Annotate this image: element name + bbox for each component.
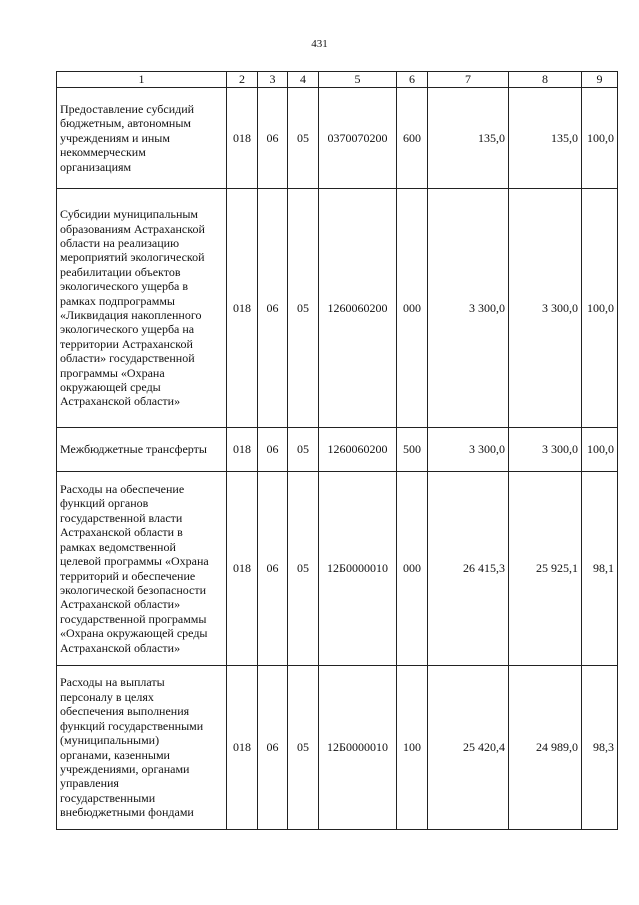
subsection-code: 05: [288, 666, 319, 830]
description-line: Астраханской области»: [60, 394, 181, 409]
target-article-code: 12Б0000010: [319, 666, 397, 830]
target-article-code: 1260060200: [319, 189, 397, 428]
description-line: рамках ведомственной: [60, 539, 176, 554]
target-article-code: 0370070200: [319, 88, 397, 189]
row-description: [57, 472, 227, 666]
chapter-code: 018: [227, 428, 258, 472]
execution-percent: 100,0: [582, 189, 618, 428]
section-code: 06: [258, 472, 288, 666]
description-line: Предоставление субсидий: [60, 101, 195, 116]
description-line: государственной программы: [60, 611, 207, 626]
description-line: бюджетным, автономным: [60, 116, 191, 131]
expense-type-code: 500: [397, 428, 428, 472]
description-line: «Ликвидация накопленного: [60, 308, 202, 322]
column-header: 7: [428, 72, 509, 88]
execution-percent: 100,0: [582, 428, 618, 472]
column-header: 8: [509, 72, 582, 88]
expense-type-code: 600: [397, 88, 428, 189]
column-header: 4: [288, 72, 319, 88]
description-line: реабилитации объектов: [60, 264, 181, 279]
executed-amount: 3 300,0: [509, 428, 582, 472]
executed-amount: 24 989,0: [509, 666, 582, 830]
description-line: мероприятий экологической: [60, 250, 205, 265]
execution-percent: 100,0: [582, 88, 618, 189]
description-line: внебюджетными фондами: [60, 805, 194, 820]
description-line: организациям: [60, 159, 132, 174]
target-article-code: 1260060200: [319, 428, 397, 472]
description-line: области на реализацию: [60, 235, 180, 250]
description-line: окружающей среды: [60, 380, 161, 395]
description-line: территорий и обеспечение: [60, 568, 196, 583]
table-row: [57, 472, 618, 666]
description-line: государственными: [60, 790, 156, 805]
expense-type-code: 100: [397, 666, 428, 830]
section-code: 06: [258, 88, 288, 189]
description-line: функций государственными: [60, 718, 204, 733]
table-row: [57, 666, 618, 830]
description-line: Астраханской области»: [60, 597, 181, 612]
description-line: экологического ущерба на: [60, 322, 195, 337]
approved-amount: 3 300,0: [428, 428, 509, 472]
approved-amount: 135,0: [428, 88, 509, 189]
description-line: «Охрана окружающей среды: [60, 626, 208, 641]
column-header: 9: [582, 72, 618, 88]
table-header-row: [57, 72, 618, 88]
description-line: персоналу в целях: [60, 689, 154, 704]
column-header: 6: [397, 72, 428, 88]
subsection-code: 05: [288, 428, 319, 472]
row-description: [57, 428, 227, 472]
description-line: территории Астраханской: [60, 336, 193, 351]
execution-percent: 98,3: [582, 666, 618, 830]
section-code: 06: [258, 189, 288, 428]
description-line: экологической безопасности: [60, 582, 207, 597]
subsection-code: 05: [288, 88, 319, 189]
column-header: 1: [57, 72, 227, 88]
description-line: целевой программы «Охрана: [60, 554, 209, 569]
column-header: 2: [227, 72, 258, 88]
chapter-code: 018: [227, 189, 258, 428]
chapter-code: 018: [227, 88, 258, 189]
approved-amount: 26 415,3: [428, 472, 509, 666]
chapter-code: 018: [227, 666, 258, 830]
table-row: [57, 428, 618, 472]
column-header: 3: [258, 72, 288, 88]
subsection-code: 05: [288, 189, 319, 428]
page-number: 431: [311, 38, 328, 50]
description-line: Астраханской области в: [60, 525, 183, 540]
row-description: [57, 189, 227, 428]
description-line: области» государственной: [60, 351, 195, 366]
description-line: Расходы на обеспечение: [60, 482, 185, 497]
chapter-code: 018: [227, 472, 258, 666]
table-row: [57, 88, 618, 189]
description-line: управления: [60, 776, 119, 791]
description-line: рамках подпрограммы: [60, 293, 175, 308]
target-article-code: 12Б0000010: [319, 472, 397, 666]
description-line: экологического ущерба в: [60, 279, 189, 294]
description-line: учреждениями, органами: [60, 761, 190, 776]
description-line: учреждениям и иным: [60, 130, 170, 145]
column-header: 5: [319, 72, 397, 88]
section-code: 06: [258, 428, 288, 472]
description-line: органами, казенными: [60, 747, 170, 762]
execution-percent: 98,1: [582, 472, 618, 666]
description-line: программы «Охрана: [60, 365, 165, 380]
description-line: образованиям Астраханской: [60, 221, 205, 236]
executed-amount: 135,0: [509, 88, 582, 189]
description-line: Расходы на выплаты: [60, 675, 165, 690]
expense-type-code: 000: [397, 472, 428, 666]
row-description: [57, 666, 227, 830]
subsection-code: 05: [288, 472, 319, 666]
description-line: (муниципальными): [60, 733, 160, 748]
approved-amount: 25 420,4: [428, 666, 509, 830]
description-line: государственной власти: [60, 510, 183, 525]
budget-table: [56, 71, 618, 830]
description-line: некоммерческим: [60, 145, 146, 160]
row-description: [57, 88, 227, 189]
section-code: 06: [258, 666, 288, 830]
approved-amount: 3 300,0: [428, 189, 509, 428]
description-line: обеспечения выполнения: [60, 704, 190, 719]
expense-type-code: 000: [397, 189, 428, 428]
executed-amount: 3 300,0: [509, 189, 582, 428]
description-line: Субсидии муниципальным: [60, 207, 199, 222]
description-line: Межбюджетные трансферты: [60, 442, 207, 457]
executed-amount: 25 925,1: [509, 472, 582, 666]
description-line: функций органов: [60, 496, 149, 511]
table-row: [57, 189, 618, 428]
description-line: Астраханской области»: [60, 640, 181, 655]
